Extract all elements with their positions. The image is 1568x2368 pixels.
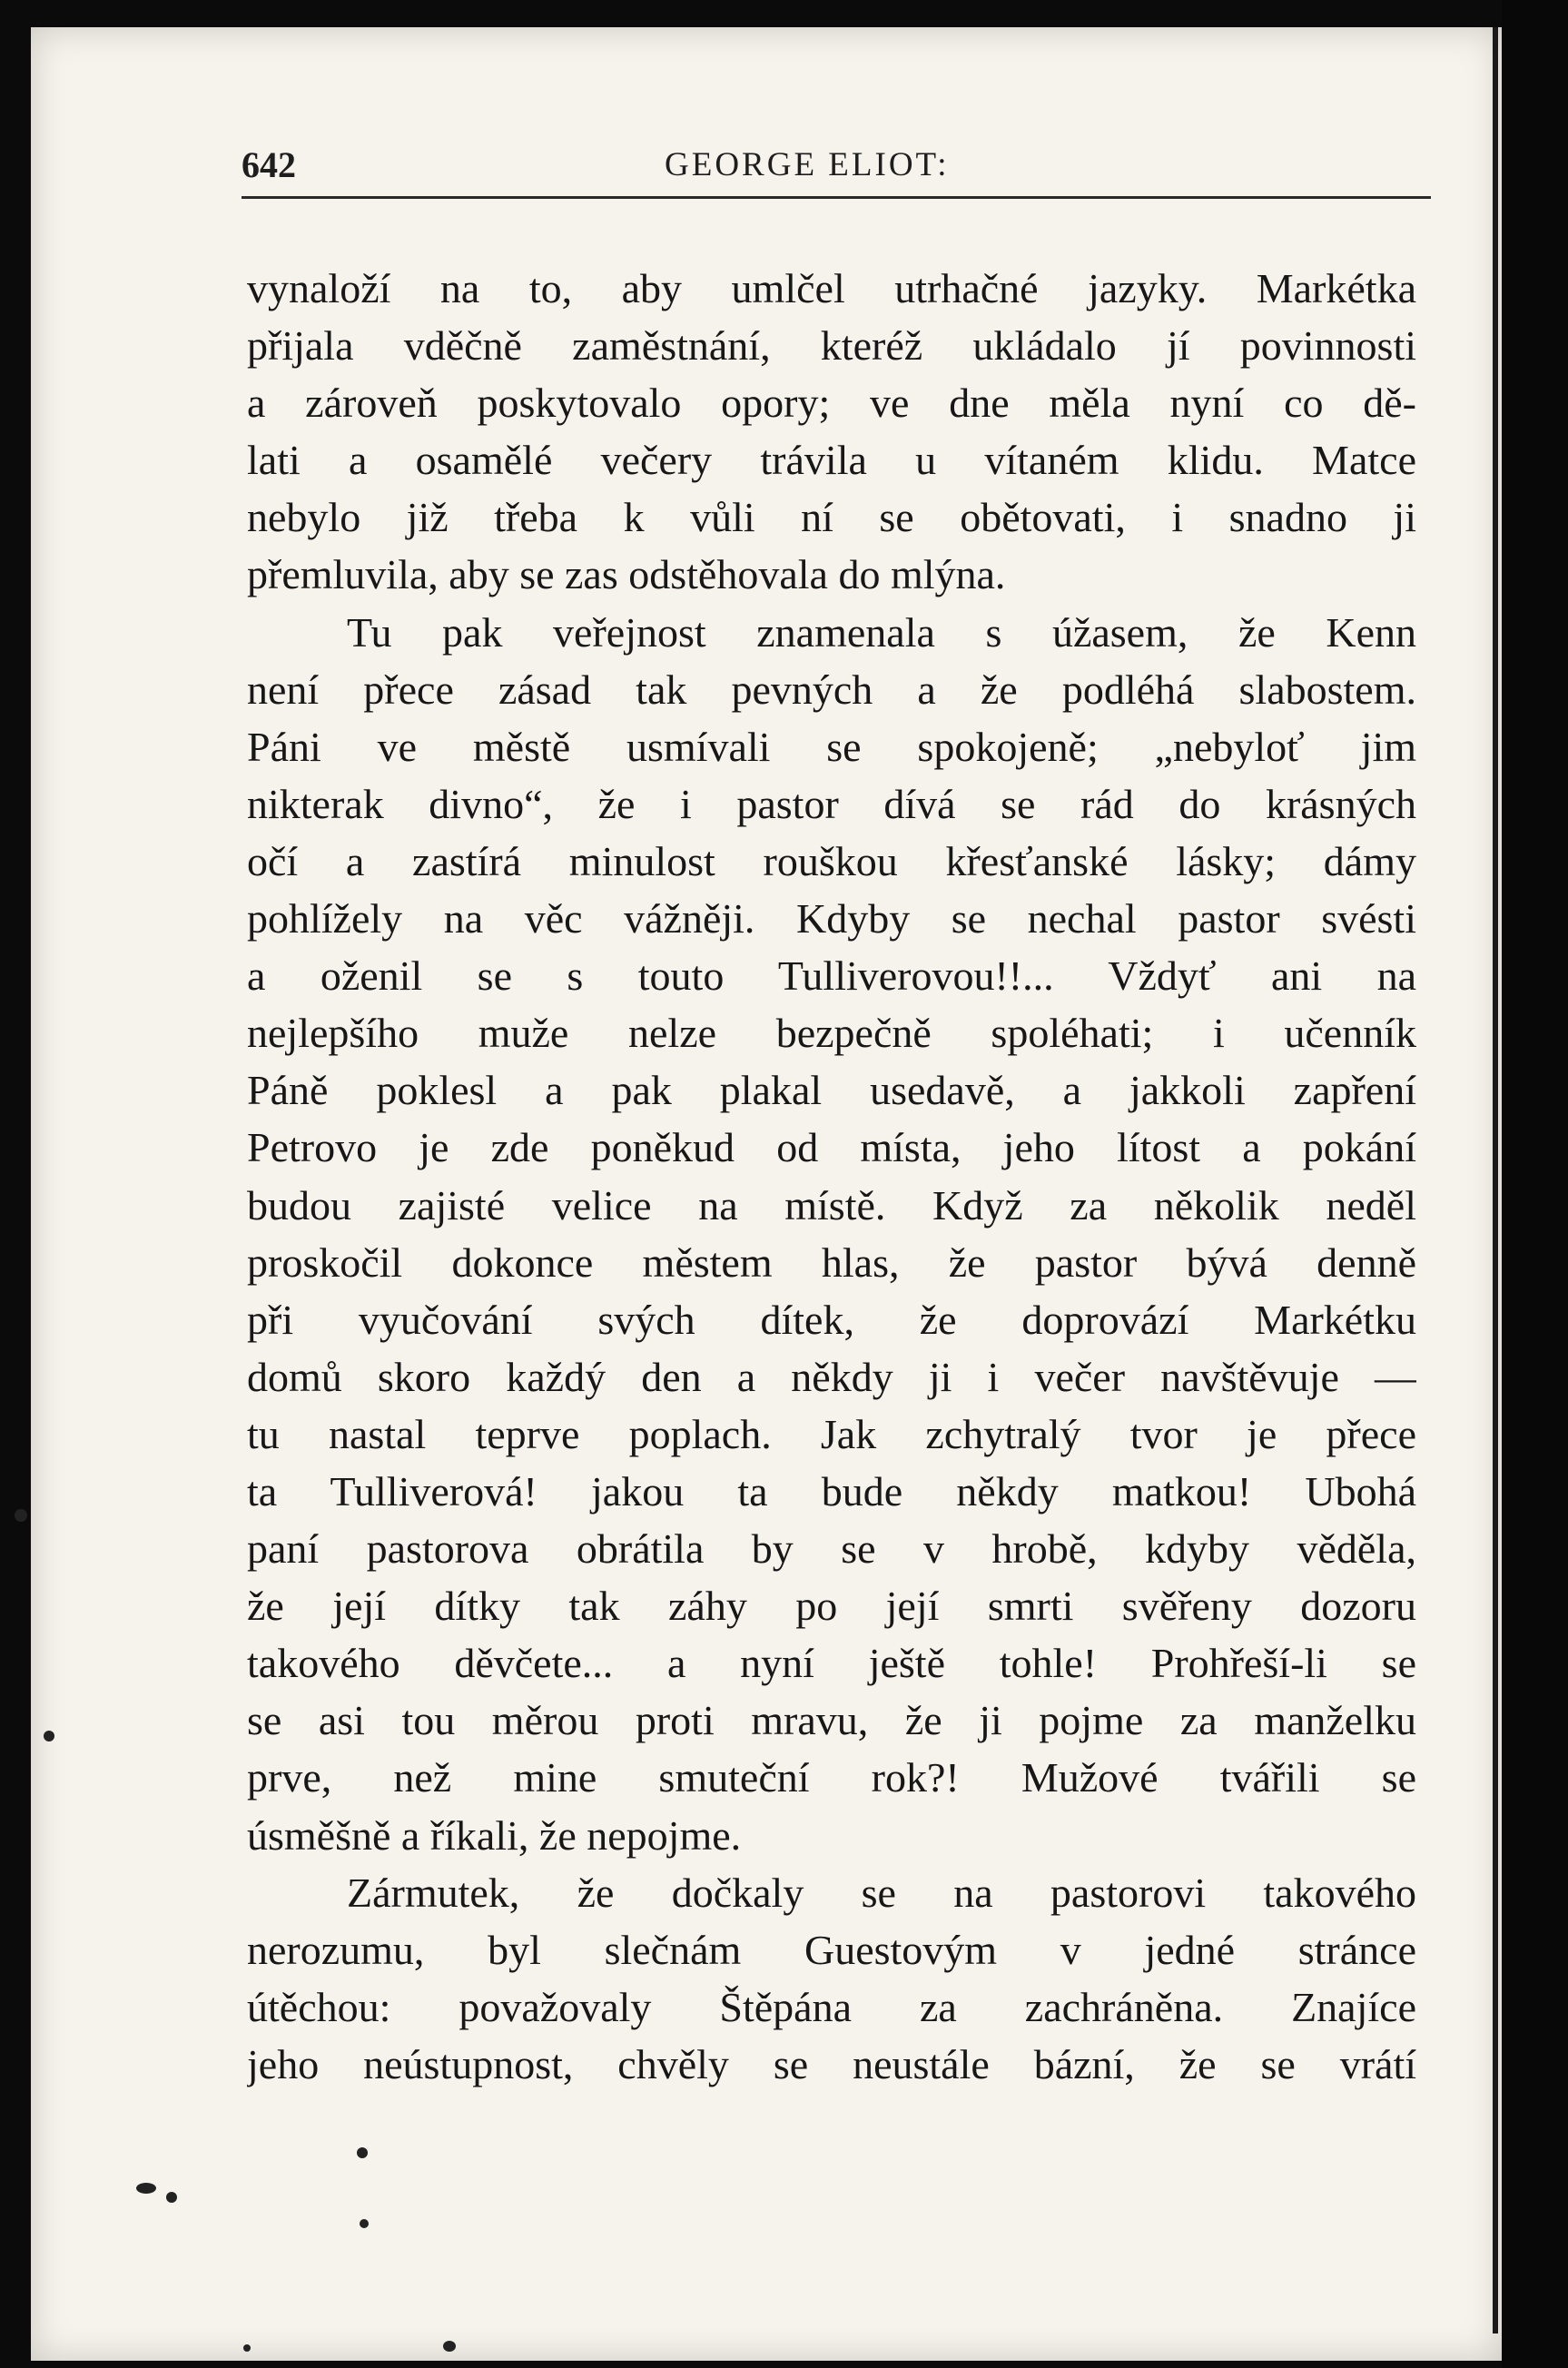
text-line: vynaloží na to, aby umlčel utrhačné jazyky. Markétka (247, 265, 1416, 311)
text-line: nikterak divno“, že i pastor dívá se rád do krásných (247, 780, 1416, 827)
text-line: a zároveň poskytovalo opory; ve dne měla nyní co dě- (247, 380, 1416, 427)
text-line: při vyučování svých dítek, že doprovází Markétku (247, 1296, 1416, 1343)
scan-speck (136, 2183, 156, 2194)
text-line: a oženil se s touto Tulliverovou!!... Vždyť ani na (247, 952, 1416, 1000)
text-line: útěchou: považovaly Štěpána za zachráněna. Znajíce (247, 1983, 1416, 2030)
scan-speck (15, 1509, 27, 1522)
text-line: úsměšně a říkali, že nepojme. (247, 1811, 742, 1859)
text-line: proskočil dokonce městem hlas, že pastor bývá denně (247, 1238, 1416, 1286)
scan-speck (243, 2344, 251, 2352)
page-number: 642 (242, 144, 296, 185)
text-line: domů skoro každý den a někdy ji i večer navštěvuje — (247, 1353, 1416, 1400)
text-line: budou zajisté velice na místě. Když za několik neděl (247, 1181, 1416, 1228)
text-line: paní pastorova obrátila by se v hrobě, kdyby věděla, (247, 1525, 1416, 1573)
text-line: Páně poklesl a pak plakal usedavě, a jakkoli zapření (247, 1067, 1416, 1114)
text-line: jeho neústupnost, chvěly se neustále bázní, že se vrátí (247, 2040, 1416, 2087)
running-title: GEORGE ELIOT: (665, 146, 950, 183)
text-line: tu nastal teprve poplach. Jak zchytralý tvor je přece (247, 1410, 1416, 1457)
page-edge-shadow (1493, 27, 1498, 2333)
text-line: přijala vděčně zaměstnání, kteréž ukládalo jí povinnosti (247, 322, 1416, 370)
scan-speck (360, 2219, 369, 2228)
text-line: že její dítky tak záhy po její smrti svěřeny dozoru (247, 1583, 1416, 1630)
text-line: Tu pak veřejnost znamenala s úžasem, že Kenn (347, 608, 1416, 656)
text-line: takového děvčete... a nyní ještě tohle! Prohřeší-li se (247, 1640, 1416, 1687)
text-line: Petrovo je zde poněkud od místa, jeho lítost a pokání (247, 1124, 1416, 1171)
text-line: nejlepšího muže nelze bezpečně spoléhati; i učenník (247, 1010, 1416, 1057)
text-line: prve, než mine smuteční rok?! Mužové tvářili se (247, 1754, 1416, 1801)
text-line: nerozumu, byl slečnám Guestovým v jedné stránce (247, 1926, 1416, 1973)
text-line: lati a osamělé večery trávila u vítaném klidu. Matce (247, 437, 1416, 484)
text-line: ta Tulliverová! jakou ta bude někdy matkou! Ubohá (247, 1467, 1416, 1515)
scan-speck (166, 2192, 177, 2203)
scan-border (1502, 0, 1568, 2368)
text-line: očí a zastírá minulost rouškou křesťanské lásky; dámy (247, 837, 1416, 884)
text-line: přemluvila, aby se zas odstěhovala do mlýna. (247, 551, 1006, 598)
text-line: nebylo již třeba k vůli ní se obětovati, i snadno ji (247, 494, 1416, 541)
scan-speck (357, 2147, 368, 2158)
text-line: pohlížely na věc vážněji. Kdyby se nechal pastor svésti (247, 895, 1416, 942)
text-line: Zármutek, že dočkaly se na pastorovi takového (347, 1869, 1416, 1916)
page-header (242, 142, 1431, 199)
scan-speck (443, 2341, 456, 2352)
text-line: se asi tou měrou proti mravu, že ji pojme za manželku (247, 1697, 1416, 1744)
text-line: Páni ve městě usmívali se spokojeně; „nebyloť jim (247, 723, 1416, 770)
body-text (247, 260, 1416, 2093)
scan-speck (44, 1731, 54, 1741)
text-line: není přece zásad tak pevných a že podléhá slabostem. (247, 666, 1416, 713)
